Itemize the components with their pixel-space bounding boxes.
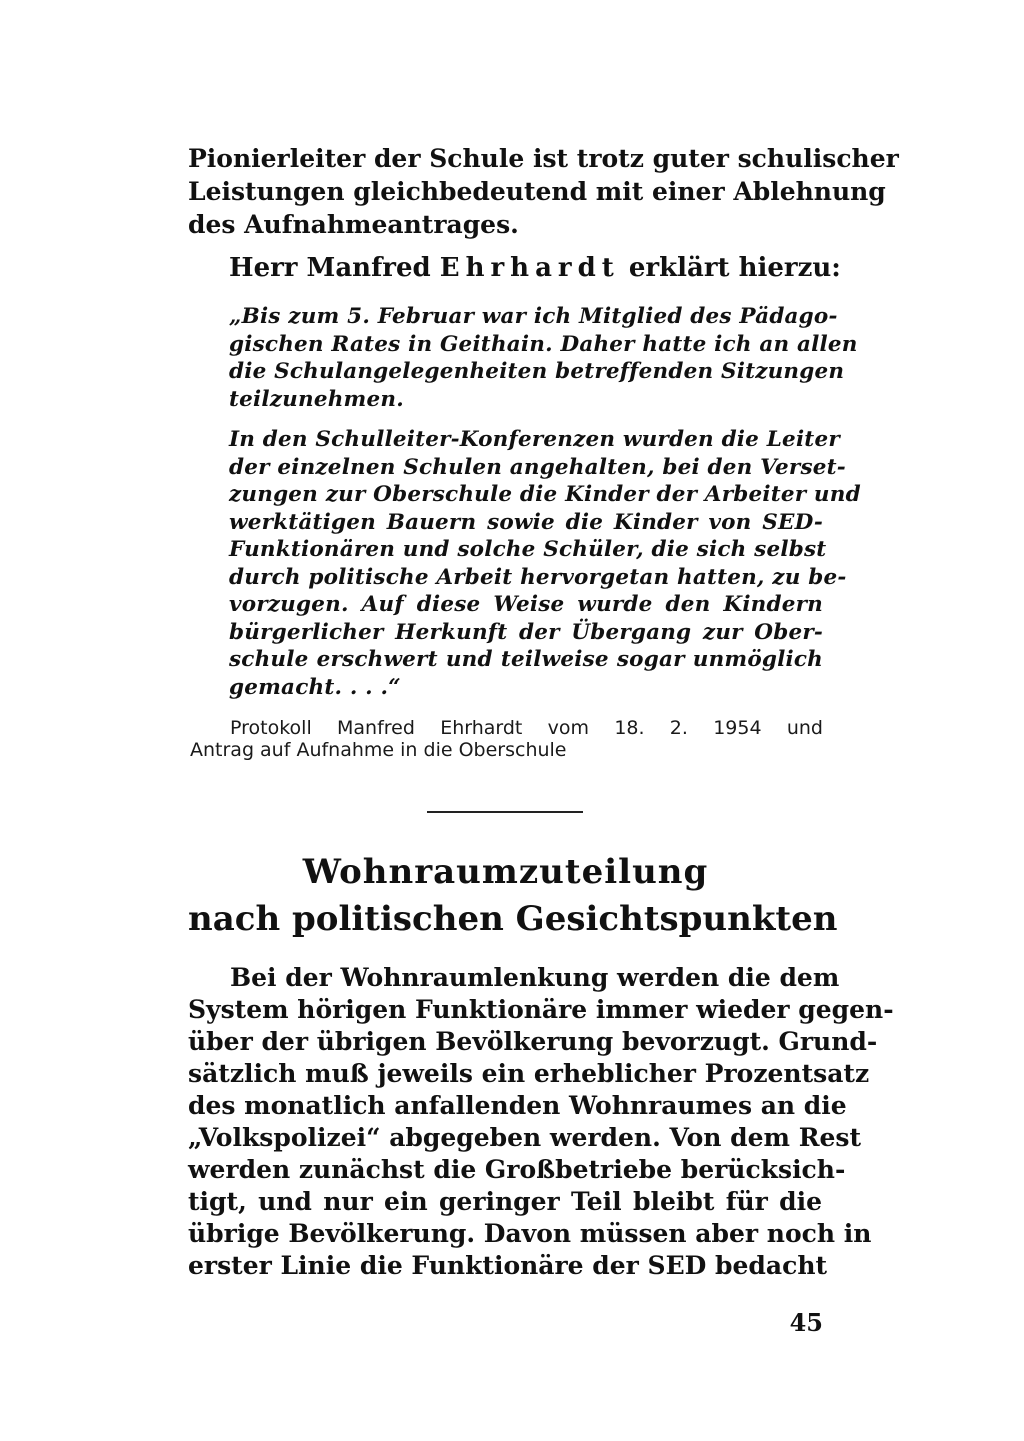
statement-line xyxy=(229,253,841,283)
section-body xyxy=(188,962,894,1282)
body-line: werden zunächst die Großbetriebe berücksich- xyxy=(188,1155,846,1184)
quote-paragraph-2 xyxy=(229,426,861,701)
body-line: sätzlich muß jeweils ein erheblicher Prozentsatz xyxy=(188,1059,870,1088)
statement-name: Ehrhardt xyxy=(439,253,620,283)
quote-line: durch politische Arbeit hervorgetan hatten, zu be- xyxy=(229,564,847,590)
quote-line: gemacht. . . .“ xyxy=(229,674,401,700)
body-line: Bei der Wohnraumlenkung werden die dem xyxy=(230,963,840,992)
body-line: des monatlich anfallenden Wohnraumes an die xyxy=(188,1091,847,1120)
quote-line: vorzugen. Auf diese Weise wurde den Kindern xyxy=(229,592,823,617)
intro-line: des Aufnahmeantrages. xyxy=(188,210,519,239)
source-line: Protokoll Manfred Ehrhardt vom 18. 2. 1954 und xyxy=(230,717,823,739)
quote-line: In den Schulleiter-Konferenzen wurden die Leiter xyxy=(229,427,840,452)
intro-line: Leistungen gleichbedeutend mit einer Ablehnung xyxy=(188,177,886,206)
quote-line: Funktionären und solche Schüler, die sich selbst xyxy=(229,537,827,562)
source-line: Antrag auf Aufnahme in die Oberschule xyxy=(190,739,567,761)
source-citation xyxy=(190,717,823,761)
body-line: System hörigen Funktionäre immer wieder gegen- xyxy=(188,995,894,1024)
quote-line: teilzunehmen. xyxy=(229,386,404,412)
intro-line: Pionierleiter der Schule ist trotz guter schulischer xyxy=(188,144,899,173)
section-divider xyxy=(427,811,583,813)
body-line: „Volkspolizei“ abgegeben werden. Von dem Rest xyxy=(188,1123,861,1152)
quote-line: schule erschwert und teilweise sogar unmöglich xyxy=(229,647,823,672)
page-number: 45 xyxy=(789,1308,823,1337)
statement-prefix: Herr Manfred xyxy=(229,253,440,283)
statement-suffix: erklärt hierzu: xyxy=(619,253,841,283)
intro-paragraph xyxy=(188,142,899,241)
section-title-line-2: nach politischen Gesichtspunkten xyxy=(188,899,838,939)
body-line: über der übrigen Bevölkerung bevorzugt. Grund- xyxy=(188,1027,878,1056)
quote-line: bürgerlicher Herkunft der Übergang zur Ober- xyxy=(229,619,823,645)
quote-line: der einzelnen Schulen angehalten, bei den Verset- xyxy=(229,454,846,480)
quote-line: gischen Rates in Geithain. Daher hatte ich an allen xyxy=(229,331,858,357)
body-line: erster Linie die Funktionäre der SED bedacht xyxy=(188,1251,828,1280)
body-line: übrige Bevölkerung. Davon müssen aber noch in xyxy=(188,1219,872,1248)
quote-line: „Bis zum 5. Februar war ich Mitglied des Pädago- xyxy=(229,304,838,329)
quote-line: werktätigen Bauern sowie die Kinder von SED- xyxy=(229,509,823,535)
quote-line: zungen zur Oberschule die Kinder der Arbeiter und xyxy=(229,482,861,507)
section-title-line-1: Wohnraumzuteilung xyxy=(302,852,709,892)
body-line: tigt, und nur ein geringer Teil bleibt für die xyxy=(188,1187,822,1216)
quote-paragraph-1 xyxy=(229,303,858,413)
quote-line: die Schulangelegenheiten betreffenden Sitzungen xyxy=(229,359,845,384)
